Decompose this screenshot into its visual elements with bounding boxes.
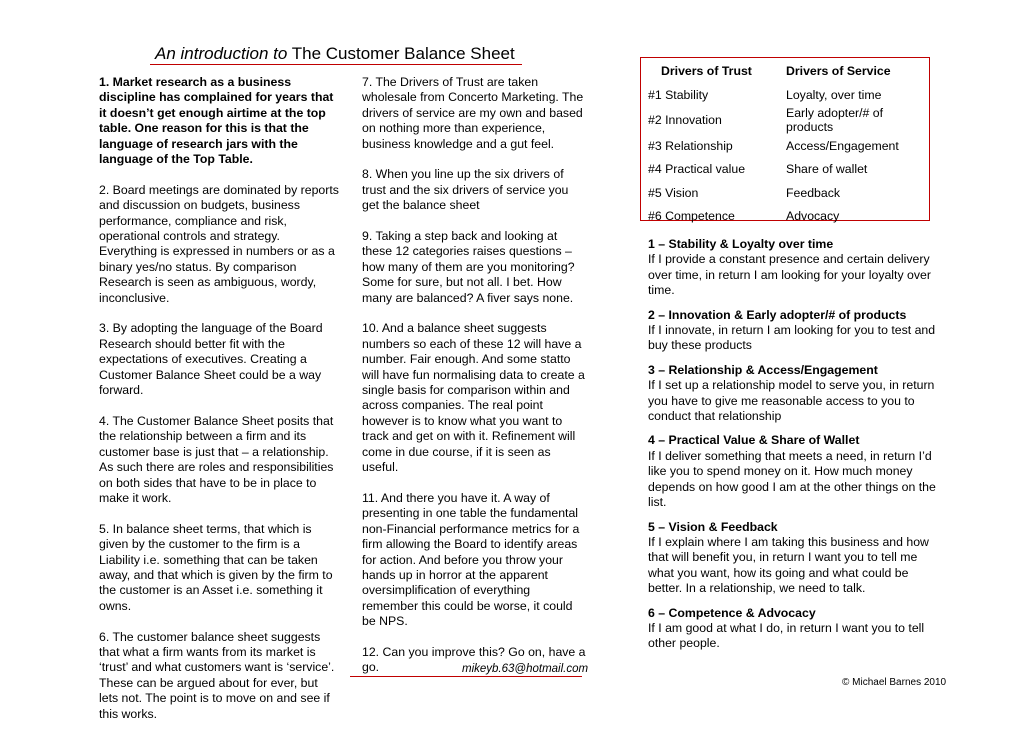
paragraph-8: 8. When you line up the six drivers of trust and the six drivers of service you get the balance sheet xyxy=(362,167,569,213)
table-row xyxy=(641,204,929,227)
paragraph-2: 2. Board meetings are dominated by reports and discussion on budgets, business performance, compliance and risk, operational controls and strategy. Everything is expressed in numbers or as a binary yes/no status. By comparison Research is seen as ambiguous, wordy, inconclusive. xyxy=(99,182,339,305)
trust-cell: #6 Competence xyxy=(648,208,735,223)
service-cell: Access/Engagement xyxy=(786,138,899,153)
table-row xyxy=(641,106,929,134)
column-3 xyxy=(648,237,938,661)
paragraph-7: 7. The Drivers of Trust are taken wholesale from Concerto Marketing. The drivers of service are my own and based on nothing more than experience, business knowledge and a gut feel. xyxy=(362,75,584,151)
pair-item xyxy=(648,606,938,652)
table-row xyxy=(641,181,929,204)
table-header-row xyxy=(641,58,929,83)
pair-item xyxy=(648,520,938,597)
paragraph-3: 3. By adopting the language of the Board Research should better fit with the expectations of executives. Creating a Customer Balance Sheet could be a way forward. xyxy=(99,321,323,398)
title-main: The Customer Balance Sheet xyxy=(287,44,515,63)
pair-body: If I set up a relationship model to serve you, in return you have to give me reasonable access to you to conduct that relationship xyxy=(648,378,935,424)
pair-body: If I am good at what I do, in return I want you to tell other people. xyxy=(648,620,925,651)
pair-item xyxy=(648,308,938,354)
header-drivers-of-service: Drivers of Service xyxy=(786,63,891,78)
pair-body: If I explain where I am taking this business and how that will benefit you, in return I want you to tell me what you want, how its going and what could be better. In a relationship, we need to talk. xyxy=(648,534,929,596)
pair-heading: 1 – Stability & Loyalty over time xyxy=(648,237,834,251)
pair-heading: 6 – Competence & Advocacy xyxy=(648,605,816,620)
table-row xyxy=(641,134,929,157)
trust-cell: #2 Innovation xyxy=(648,113,722,128)
pair-body: If I deliver something that meets a need, in return I’d like you to spend money on it. How much money depends on how good I am at the other things on the list. xyxy=(648,448,936,510)
page-title xyxy=(155,44,515,64)
pair-heading: 4 – Practical Value & Share of Wallet xyxy=(648,433,860,448)
copyright-notice: © Michael Barnes 2010 xyxy=(842,677,947,688)
pair-heading: 2 – Innovation & Early adopter/# of products xyxy=(648,307,907,322)
paragraph-4: 4. The Customer Balance Sheet posits that the relationship between a firm and its customer base is just that – a relationship. As such there are roles and responsibilities on both sides that have to be in place to make it work. xyxy=(99,413,334,505)
service-cell: Advocacy xyxy=(786,208,840,223)
paragraph-10: 10. And a balance sheet suggests numbers so each of these 12 will have a number. Fair enough. And some statto will have fun normalising data to create a single basis for comparison within and across companies. The real point however is to know what you want to track and get on with it. Refinement will come in due course, if it is seen as useful. xyxy=(362,321,585,475)
column-2 xyxy=(362,75,587,691)
service-cell: Loyalty, over time xyxy=(786,87,882,102)
pair-item xyxy=(648,237,938,299)
header-drivers-of-trust: Drivers of Trust xyxy=(661,63,752,78)
trust-cell: #1 Stability xyxy=(648,87,709,102)
column-1 xyxy=(99,75,339,737)
table-row xyxy=(641,158,929,181)
title-underline xyxy=(150,64,522,65)
trust-cell: #5 Vision xyxy=(648,185,699,200)
trust-cell: #4 Practical value xyxy=(648,162,746,177)
pair-body: If I innovate, in return I am looking for you to test and buy these products xyxy=(648,323,936,353)
drivers-table xyxy=(641,58,929,227)
drivers-table-box xyxy=(640,57,930,221)
pair-item xyxy=(648,363,938,425)
pair-item xyxy=(648,433,938,510)
pair-heading: 3 – Relationship & Access/Engagement xyxy=(648,362,878,377)
service-cell: Share of wallet xyxy=(786,162,868,177)
pair-body: If I provide a constant presence and certain delivery over time, in return I am looking for your loyalty over time. xyxy=(648,252,931,298)
service-cell: Feedback xyxy=(786,185,841,200)
author-email: mikeyb.63@hotmail.com xyxy=(462,663,589,675)
title-italic: An introduction to xyxy=(155,44,288,63)
paragraph-12: 12. Can you improve this? Go on, have a go. xyxy=(362,644,586,675)
email-rule xyxy=(350,676,582,677)
paragraph-9: 9. Taking a step back and looking at these 12 categories raises questions – how many of them are you monitoring? Some for sure, but not all. I bet. How many are balanced? A fiver says none. xyxy=(362,229,575,305)
pair-heading: 5 – Vision & Feedback xyxy=(648,519,778,534)
paragraph-6: 6. The customer balance sheet suggests that what a firm wants from its market is ‘trust’ and what customers want is ‘service’. These can be argued about for ever, but lets not. The point is to move on and see if this works. xyxy=(99,629,335,721)
service-cell: Early adopter/# of products xyxy=(786,106,884,135)
paragraph-1: 1. Market research as a business discipline has complained for years that it doesn’t get enough airtime at the top table. One reason for this is that the language of research jars with the language of the Top Table. xyxy=(99,75,334,167)
trust-cell: #3 Relationship xyxy=(648,138,733,153)
table-row xyxy=(641,83,929,106)
paragraph-5: 5. In balance sheet terms, that which is given by the customer to the firm is a Liability i.e. something that can be taken away, and that which is given by the firm to the customer is an Asset i.e. something it owns. xyxy=(99,521,333,613)
paragraph-11: 11. And there you have it. A way of presenting in one table the fundamental non-Financial performance metrics for a firm allowing the Board to identify areas for action. And before you throw your hands up in horror at the apparent oversimplification of everything remember this could be worse, it could be NPS. xyxy=(362,490,580,629)
